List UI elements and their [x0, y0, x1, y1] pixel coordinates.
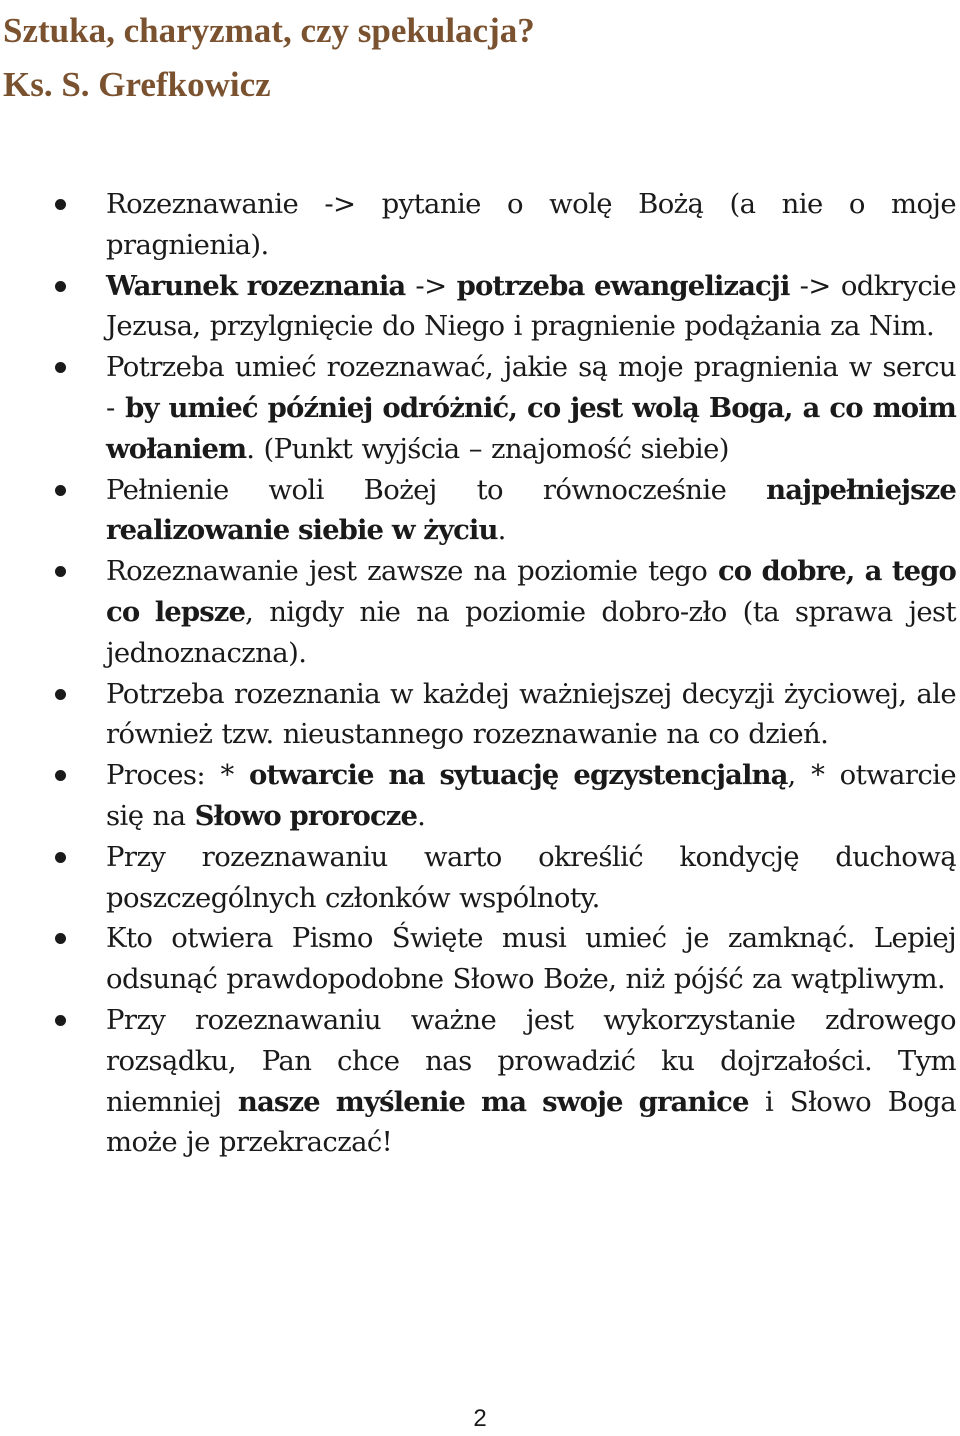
- bold-text: najpełniejsze realizowanie siebie w życiu: [106, 473, 956, 547]
- document-header: [3, 4, 535, 112]
- list-item: [0, 837, 960, 919]
- page-number: 2: [473, 1405, 487, 1432]
- item-text: , nigdy nie na poziomie dobro-zło (ta sprawa jest jednoznaczna).: [106, 595, 957, 669]
- bullet-icon: [55, 566, 66, 577]
- item-text: Pełnienie woli Bożej to równocześnie: [106, 473, 767, 506]
- item-text: .: [417, 799, 426, 832]
- list-item: [0, 918, 960, 1000]
- bullet-icon: [55, 933, 66, 944]
- bullet-icon: [55, 199, 66, 210]
- list-item: [0, 470, 960, 552]
- item-text: . (Punkt wyjścia – znajomość siebie): [246, 432, 729, 465]
- bold-text: by umieć później odróżnić, co jest wolą Boga, a co moim wołaniem: [106, 391, 956, 465]
- list-item: [0, 347, 960, 469]
- item-text: ->: [405, 269, 457, 302]
- list-item: [0, 266, 960, 348]
- bold-text: otwarcie na sytuację egzystencjalną: [249, 759, 788, 792]
- item-text: Kto otwiera Pismo Święte musi umieć je zamknąć. Lepiej odsunąć prawdopodobne Słowo Boże, niż pójść za wątpliwym.: [106, 922, 956, 996]
- bullet-icon: [55, 852, 66, 863]
- item-text: Przy rozeznawaniu ważne jest wykorzystanie zdrowego rozsądku, Pan chce nas prowadzić ku dojrzałości. Tym niemniej: [106, 1003, 956, 1118]
- item-text: Potrzeba umieć rozeznawać, jakie są moje pragnienia w sercu -: [106, 351, 956, 424]
- item-text: , * otwarcie się na: [106, 759, 956, 832]
- bold-text: co dobre, a tego co lepsze: [106, 555, 956, 628]
- item-text: .: [497, 514, 506, 547]
- bullet-icon: [55, 770, 66, 781]
- item-text: Rozeznawanie -> pytanie o wolę Bożą (a nie o moje pragnienia).: [106, 188, 956, 261]
- item-text: Potrzeba rozeznania w każdej ważniejszej decyzji życiowej, ale również tzw. nieustannego rozeznawanie na co dzień.: [106, 677, 956, 751]
- item-text: Przy rozeznawaniu warto określić kondycję duchową poszczególnych członków wspólnoty.: [106, 840, 956, 914]
- item-text: Proces: *: [106, 759, 250, 792]
- bullet-icon: [55, 485, 66, 496]
- bold-text: nasze myślenie ma swoje granice: [237, 1085, 749, 1118]
- document-author: Ks. S. Grefkowicz: [3, 65, 271, 104]
- bold-text: Warunek rozeznania: [106, 269, 406, 302]
- bold-text: potrzeba ewangelizacji: [456, 269, 790, 302]
- bullet-list: [0, 184, 960, 1163]
- list-item: [0, 184, 960, 266]
- item-text: i Słowo Boga może je przekraczać!: [106, 1085, 956, 1159]
- list-item: [0, 551, 960, 673]
- bullet-icon: [55, 689, 66, 700]
- bullet-icon: [55, 362, 66, 373]
- document-title: Sztuka, charyzmat, czy spekulacja?: [3, 11, 535, 50]
- bullet-icon: [55, 1015, 66, 1026]
- list-item: [0, 755, 960, 837]
- bullet-icon: [55, 281, 66, 292]
- bold-text: Słowo prorocze: [194, 799, 418, 832]
- list-item: [0, 1000, 960, 1163]
- item-text: -> odkrycie Jezusa, przylgnięcie do Niego i pragnienie podążania za Nim.: [106, 269, 957, 343]
- list-item: [0, 674, 960, 756]
- item-text: Rozeznawanie jest zawsze na poziomie tego: [106, 555, 718, 588]
